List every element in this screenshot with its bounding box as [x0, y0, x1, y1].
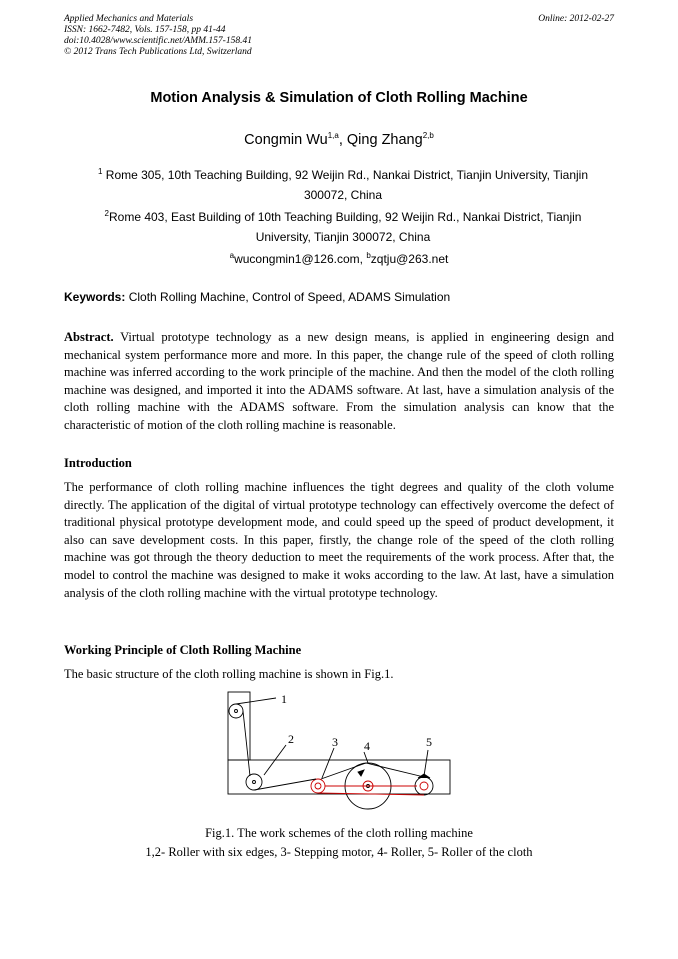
abstract-label: Abstract.	[64, 330, 114, 344]
abstract-text: Virtual prototype technology as a new design means, is applied in engineering design and mechanical system performance more and more. In this paper, the change rule of the speed of cloth rolling machine was inferred according to the work principle of the machine. And then the model of the cloth rolling machine was designed, and imported it into the ADAMS software. At last, have a simulation analysis of the cloth rolling machine with the ADAMS software. From the simulation analysis can know that the characteristic of motion of the cloth rolling machine is reasonable.	[64, 330, 614, 432]
leader-line-3	[322, 748, 334, 778]
roller-1-axle	[235, 710, 238, 713]
doi-line: doi:10.4028/www.scientific.net/AMM.157-158.41	[64, 36, 252, 46]
email-address: wucongmin1@126.com,	[234, 252, 367, 266]
roller-2-circle	[246, 774, 262, 790]
email-address: zqtju@263.net	[370, 252, 449, 266]
paper-title: Motion Analysis & Simulation of Cloth Rolling Machine	[150, 90, 528, 106]
working-principle-paragraph: The basic structure of the cloth rolling machine is shown in Fig.1.	[64, 667, 394, 681]
keywords-label: Keywords:	[64, 290, 126, 304]
roller-1-circle	[229, 704, 243, 718]
direction-arrow	[358, 770, 364, 776]
online-date: Online: 2012-02-27	[538, 14, 614, 24]
author-line	[0, 132, 678, 148]
journal-name: Applied Mechanics and Materials	[64, 14, 194, 24]
keywords-text: Cloth Rolling Machine, Control of Speed, ADAMS Simulation	[125, 290, 451, 304]
affiliation-text: Rome 403, East Building of 10th Teaching Building, 92 Weijin Rd., Nankai District, Tianjin University, Tianjin 300072, China	[108, 210, 582, 244]
author-superscript: 2,b	[422, 131, 434, 141]
roller-5-hub	[420, 782, 428, 790]
figure-label-4: 4	[364, 739, 370, 753]
roller-2-axle	[253, 781, 256, 784]
email-superscript: a	[229, 251, 235, 260]
cloth-line-a	[243, 711, 250, 776]
affiliation-1	[78, 165, 608, 205]
issn-line: ISSN: 1662-7482, Vols. 157-158, pp 41-44	[64, 25, 226, 35]
email-line	[0, 252, 678, 266]
affiliation-superscript: 2	[104, 209, 109, 218]
figure-caption: Fig.1. The work schemes of the cloth rolling machine	[205, 826, 473, 840]
section-heading-introduction: Introduction	[64, 456, 132, 470]
page-header	[64, 14, 614, 58]
cloth-line-c	[321, 763, 366, 779]
copyright-line: © 2012 Trans Tech Publications Ltd, Switzerland	[64, 47, 252, 57]
figure-machine-schematic	[226, 690, 456, 815]
author-name: Congmin Wu	[244, 132, 328, 148]
stepping-motor-3	[311, 779, 325, 793]
introduction-paragraph: The performance of cloth rolling machine influences the tight degrees and quality of the cloth volume directly. The application of the digital of virtual prototype technology can effectively overcome the defect of traditional physical prototype development mode, and could speed up the speed of product development, it also can save development costs. In this paper, firstly, the change role of the speed of the cloth rolling machine was got through the theory deduction to meet the requirements of the work process. After that, the model to control the machine was designed to make it woks according to the law. At last, have a simulation analysis of the cloth rolling machine with the virtual prototype technology.	[64, 480, 614, 600]
figure-legend: 1,2- Roller with six edges, 3- Stepping motor, 4- Roller, 5- Roller of the cloth	[145, 845, 533, 859]
cloth-line-b	[254, 779, 316, 790]
stepping-motor-3-hub	[315, 783, 321, 789]
email-superscript: b	[366, 251, 371, 260]
section-heading-working-principle: Working Principle of Cloth Rolling Machine	[64, 643, 302, 657]
leader-line-4	[364, 752, 368, 763]
leader-line-1	[236, 698, 276, 704]
figure-label-2: 2	[288, 732, 294, 746]
leader-line-5	[424, 750, 428, 776]
roller-5-circle	[415, 777, 433, 795]
figure-label-1: 1	[281, 692, 287, 706]
figure-label-5: 5	[426, 735, 432, 749]
figure-label-3: 3	[332, 735, 338, 749]
affiliation-superscript: 1	[97, 167, 103, 176]
cloth-line-d	[366, 763, 424, 777]
author-superscript: 1,a	[327, 131, 339, 141]
author-name: Qing Zhang	[346, 132, 423, 148]
affiliation-text: Rome 305, 10th Teaching Building, 92 Weijin Rd., Nankai District, Tianjin University, Tianjin 300072, China	[102, 168, 589, 202]
abstract	[64, 329, 614, 435]
keywords	[64, 290, 450, 304]
affiliation-2	[78, 207, 608, 247]
author-separator: ,	[338, 132, 347, 148]
